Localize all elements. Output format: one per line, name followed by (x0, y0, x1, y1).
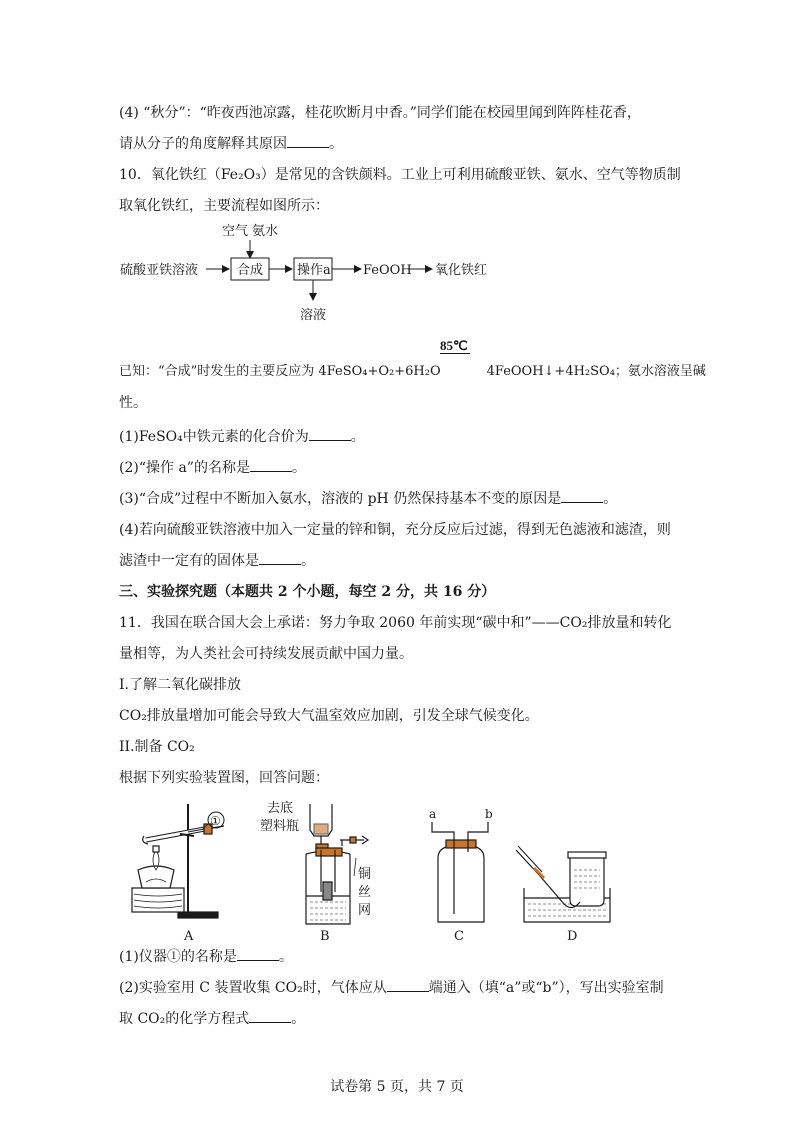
q4-line-1: (4) “秋分”：“昨夜西池凉露，桂花吹断月中香。”同学们能在校园里闻到阵阵桂花香， (119, 105, 641, 121)
page-footer: 试卷第 5 页，共 7 页 (330, 1079, 464, 1095)
q11-part-1-text: CO₂排放量增加可能会导致大气温室效应加剧，引发全球气候变化。 (119, 708, 539, 724)
answer-blank[interactable] (309, 428, 351, 441)
b-label-mesh: 网 (358, 903, 372, 918)
label-a: A (184, 929, 194, 944)
apparatus-b (260, 800, 371, 924)
section-3-title: 三、实验探究题（本题共 2 个小题，每空 2 分，共 16 分） (119, 584, 496, 600)
reaction-equal-bar (440, 353, 470, 354)
answer-blank[interactable] (237, 948, 279, 961)
flow-start: 硫酸亚铁溶液 (120, 263, 199, 278)
answer-blank[interactable] (259, 552, 301, 565)
q10-sub-1: (1)FeSO₄中铁元素的化合价为 。 (119, 429, 365, 445)
label-circle-1: ① (210, 814, 221, 828)
q10-line-1: 10．氧化铁红（Fe₂O₃）是常见的含铁颜料。工业上可利用硫酸亚铁、氨水、空气等物质制 (119, 167, 681, 183)
process-flow-diagram (110, 218, 510, 328)
b-label-wire: 丝 (358, 885, 372, 900)
answer-blank[interactable] (249, 1010, 291, 1023)
b-label-copper: 铜 (358, 867, 372, 882)
lab-apparatus-figure (120, 796, 620, 946)
b-label-remove-bottom: 去底 (267, 801, 294, 816)
b-label-plastic-bottle: 塑料瓶 (260, 819, 300, 834)
answer-blank[interactable] (287, 135, 329, 148)
q4-line-2: 请从分子的角度解释其原因 。 (119, 136, 343, 152)
flow-box-operation-label: 操作a (297, 263, 331, 278)
q11-sub-1: (1)仪器①的名称是 。 (119, 949, 293, 965)
reaction-line-1: 已知：“合成”时发生的主要反应为 4FeSO₄+O₂+6H₂O 4FeOOH↓+4H₂SO₄；氨水溶液呈碱 (119, 364, 706, 379)
q11-prompt: 根据下列实验装置图，回答问题： (119, 770, 329, 786)
reaction-condition: 85℃ (440, 338, 468, 353)
flow-box-synthesis-label: 合成 (237, 263, 264, 278)
answer-blank[interactable] (561, 490, 603, 503)
q10-sub-4-line-1: (4)若向硫酸亚铁溶液中加入一定量的锌和铜，充分反应后过滤，得到无色滤液和滤渣，则 (119, 522, 671, 538)
q11-part-1: I.了解二氧化碳排放 (119, 677, 241, 693)
flow-input-air: 空气 (222, 224, 249, 239)
q11-sub-2-line-1: (2)实验室用 C 装置收集 CO₂时，气体应从 端通入（填“a”或“b”），写出实验室制 (119, 980, 664, 996)
flow-end: 氧化铁红 (435, 263, 488, 278)
apparatus-a (132, 804, 224, 918)
q10-sub-3: (3)“合成”过程中不断加入氨水，溶液的 pH 仍然保持基本不变的原因是 。 (119, 491, 618, 507)
flow-mid: FeOOH (363, 263, 412, 278)
q11-part-2: II.制备 CO₂ (119, 739, 195, 755)
apparatus-d (516, 846, 610, 922)
label-b: B (320, 929, 330, 944)
label-c: C (454, 929, 464, 944)
q11-line-2: 量相等，为人类社会可持续发展贡献中国力量。 (119, 646, 413, 662)
flow-input-ammonia: 氨水 (252, 224, 279, 239)
apparatus-c (429, 807, 493, 922)
q10-sub-2: (2)“操作 a”的名称是 。 (119, 460, 306, 476)
answer-blank[interactable] (387, 979, 429, 992)
c-label-b: b (485, 807, 493, 821)
q10-sub-4-line-2: 滤渣中一定有的固体是 。 (119, 553, 315, 569)
q11-line-1: 11．我国在联合国大会上承诺：努力争取 2060 年前实现“碳中和”——CO₂排放量和转化 (119, 615, 672, 631)
q10-line-2: 取氧化铁红，主要流程如图所示： (119, 198, 329, 214)
label-d: D (567, 929, 578, 944)
flow-bottom: 溶液 (300, 308, 327, 323)
reaction-line-2: 性。 (119, 395, 147, 411)
answer-blank[interactable] (250, 459, 292, 472)
c-label-a: a (429, 807, 437, 821)
q11-sub-2-line-2: 取 CO₂的化学方程式 。 (119, 1011, 306, 1027)
